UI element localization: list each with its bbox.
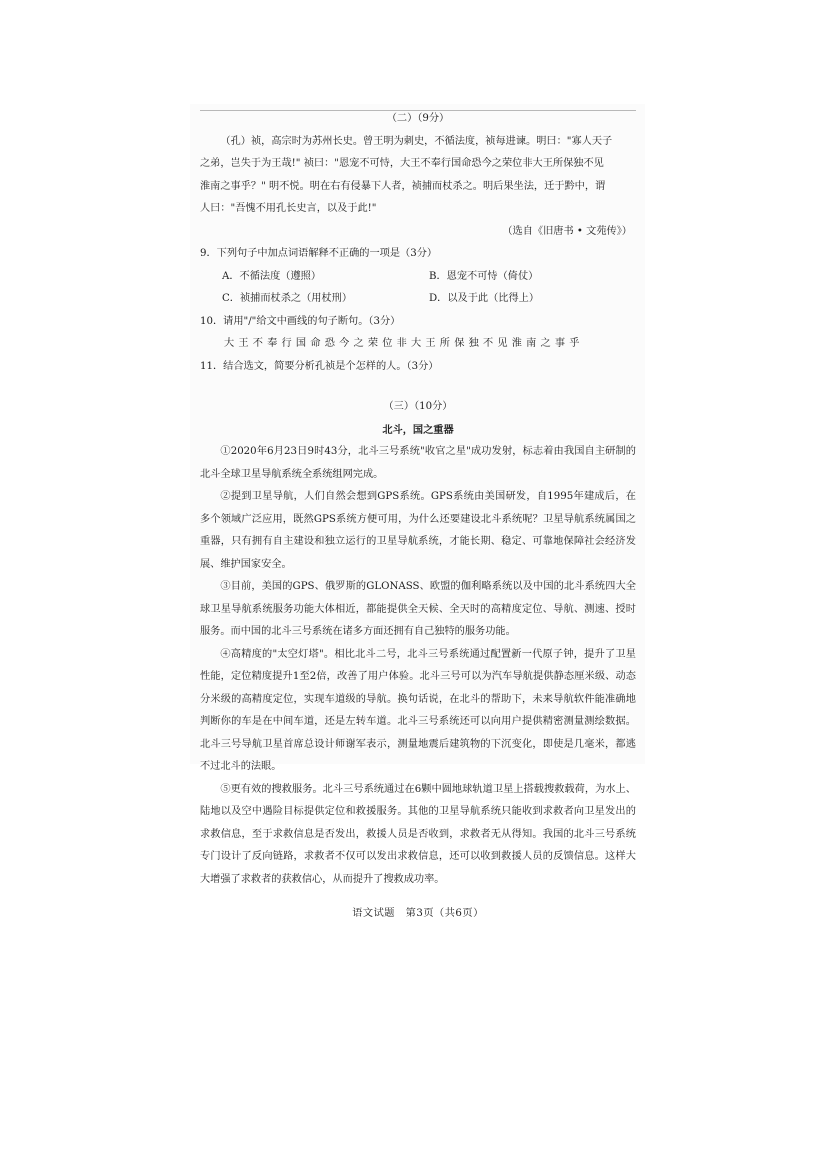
section2-header: （二）（9分） — [386, 113, 450, 124]
article-paragraph-1: ①2020年6月23日9时43分，北斗三号系统"收官之星"成功发射，标志着由我国自主研制的北斗全球卫星导航系统全系统组网完成。 — [200, 446, 636, 480]
section2-passage — [200, 131, 636, 221]
passage-line-2: 之弟，岂失于为王哉!" 祯曰："恩宠不可恃，大王不奉行国命恐今之荣位非大王所保独不见 — [200, 158, 604, 169]
passage-line-3: 淮南之事乎？" 明不悦。明在右有侵暴下人者，祯捕而杖杀之。明后果坐法，迁于黔中，谓 — [200, 180, 606, 192]
question-9-option-d: D．以及于此（比得上） — [429, 293, 540, 304]
question-9-options — [200, 266, 636, 311]
question-11-stem: 11．结合选文，简要分析孔祯是个怎样的人。（3分） — [200, 360, 439, 372]
article-title: 北斗，国之重器 — [382, 423, 454, 436]
exam-page — [200, 108, 636, 926]
section3-header: （三）（10分） — [383, 401, 453, 412]
article-paragraph-3: ③目前，美国的GPS、俄罗斯的GLONASS、欧盟的伽利略系统以及中国的北斗系统四大全球卫星导航系统服务功能大体相近，都能提供全天候、全天时的高精度定位、导航、测速、授时服务。而中国的北斗三号系统在诸多方面还拥有自己独特的服务功能。 — [200, 581, 636, 637]
question-10-sentence: 大王不奉行国命恐今之荣位非大王所保独不见淮南之事乎 — [224, 338, 584, 349]
passage-line-4: 人曰："吾愧不用孔长史言，以及于此!" — [200, 203, 377, 214]
spacer — [200, 378, 636, 396]
article-paragraph-4: ④高精度的"太空灯塔"。相比北斗二号，北斗三号系统通过配置新一代原子钟，提升了卫星性能，定位精度提升1至2倍，改善了用户体验。北斗三号可以为汽车导航提供静态厘米级、动态分米级的高精度定位，实现车道级的导航。换句话说，在北斗的帮助下，未来导航软件能准确地判断你的车是在中间车道，还是左转车道。北斗三号系统还可以向用户提供精密测量测绘数据。北斗三号导航卫星首席总设计师谢军表示，测量地震后建筑物的下沉变化，即使是几毫米，都逃不过北斗的法眼。 — [200, 648, 636, 772]
article-paragraph-5: ⑤更有效的搜救服务。北斗三号系统通过在6颗中圆地球轨道卫星上搭载搜救载荷，为水上、陆地以及空中遇险目标提供定位和救援服务。其他的卫星导航系统只能收到求救者向卫星发出的求救信息，至于求救信息是否发出，救援人员是否收到，求救者无从得知。我国的北斗三号系统专门设计了反向链路，求救者不仅可以发出求救信息，还可以收到救援人员的反馈信息。这样大大增强了求救者的获救信心，从而提升了搜救成功率。 — [200, 783, 636, 885]
question-9-option-c: C．祯捕而杖杀之（用杖刑） — [222, 293, 353, 304]
question-9-option-b: B．恩宠不可恃（倚仗） — [429, 270, 539, 282]
page-footer: 语文试题 第3页（共6页） — [352, 908, 484, 919]
article-paragraph-2: ②提到卫星导航，人们自然会想到GPS系统。GPS系统由美国研发，自1995年建成后，在多个领域广泛应用，既然GPS系统方便可用，为什么还要建设北斗系统呢？卫星导航系统属国之重器，只有拥有自主建设和独立运行的卫星导航系统，才能长期、稳定、可靠地保障社会经济发展、维护国家安全。 — [200, 491, 636, 570]
passage-line-1: （孔）祯，高宗时为苏州长史。曾王明为刺史，不循法度，祯每进谏。明曰："寡人天子 — [220, 135, 613, 147]
question-10-stem: 10．请用"/"给文中画线的句子断句。（3分） — [200, 315, 401, 327]
question-9-stem: 9．下列句子中加点词语解释不正确的一项是（3分） — [200, 248, 438, 259]
passage-source: （选自《旧唐书 • 文苑传》） — [502, 225, 632, 237]
question-9-option-a: A．不循法度（遵照） — [222, 270, 322, 282]
spacer — [200, 891, 636, 903]
